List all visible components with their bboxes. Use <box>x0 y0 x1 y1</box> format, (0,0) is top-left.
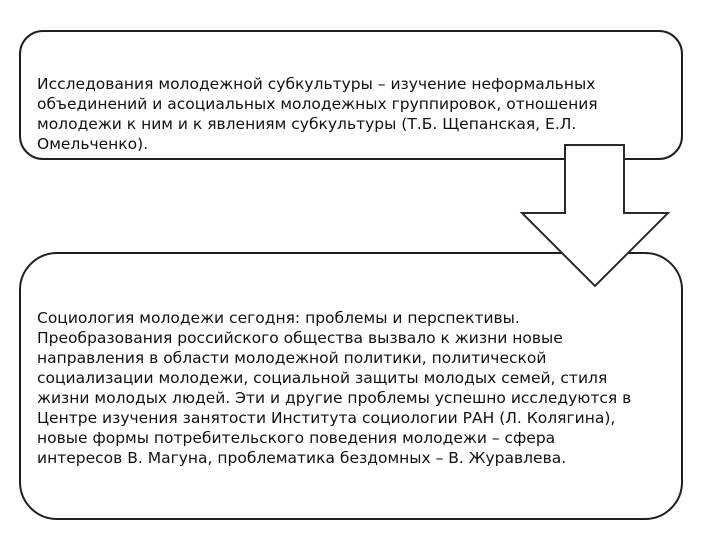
bottom-text-box <box>19 252 683 520</box>
top-text-box <box>19 30 683 160</box>
top-box-text: Исследования молодежной субкультуры – изучение неформальных объединений и асоциальных молодежных группировок, отношения молодежи к ним и к явлениям субкультуры (Т.Б. Щепанская, Е.Л. Омельченко). <box>37 75 598 153</box>
bottom-box-text: Социология молодежи сегодня: проблемы и перспективы. Преобразования российского общества вызвало к жизни новые направления в области молодежной политики, политической социализации молодежи, социальной защиты молодых семей, стиля жизни молодых людей. Эти и другие проблемы успешно исследуются в Центре изучения занятости Института социологии РАН (Л. Колягина), новые формы потребительского поведения молодежи – сфера интересов В. Магуна, проблематика бездомных – В. Журавлева. <box>37 309 632 467</box>
arrow-shape <box>522 145 668 286</box>
down-arrow-icon <box>520 143 670 288</box>
